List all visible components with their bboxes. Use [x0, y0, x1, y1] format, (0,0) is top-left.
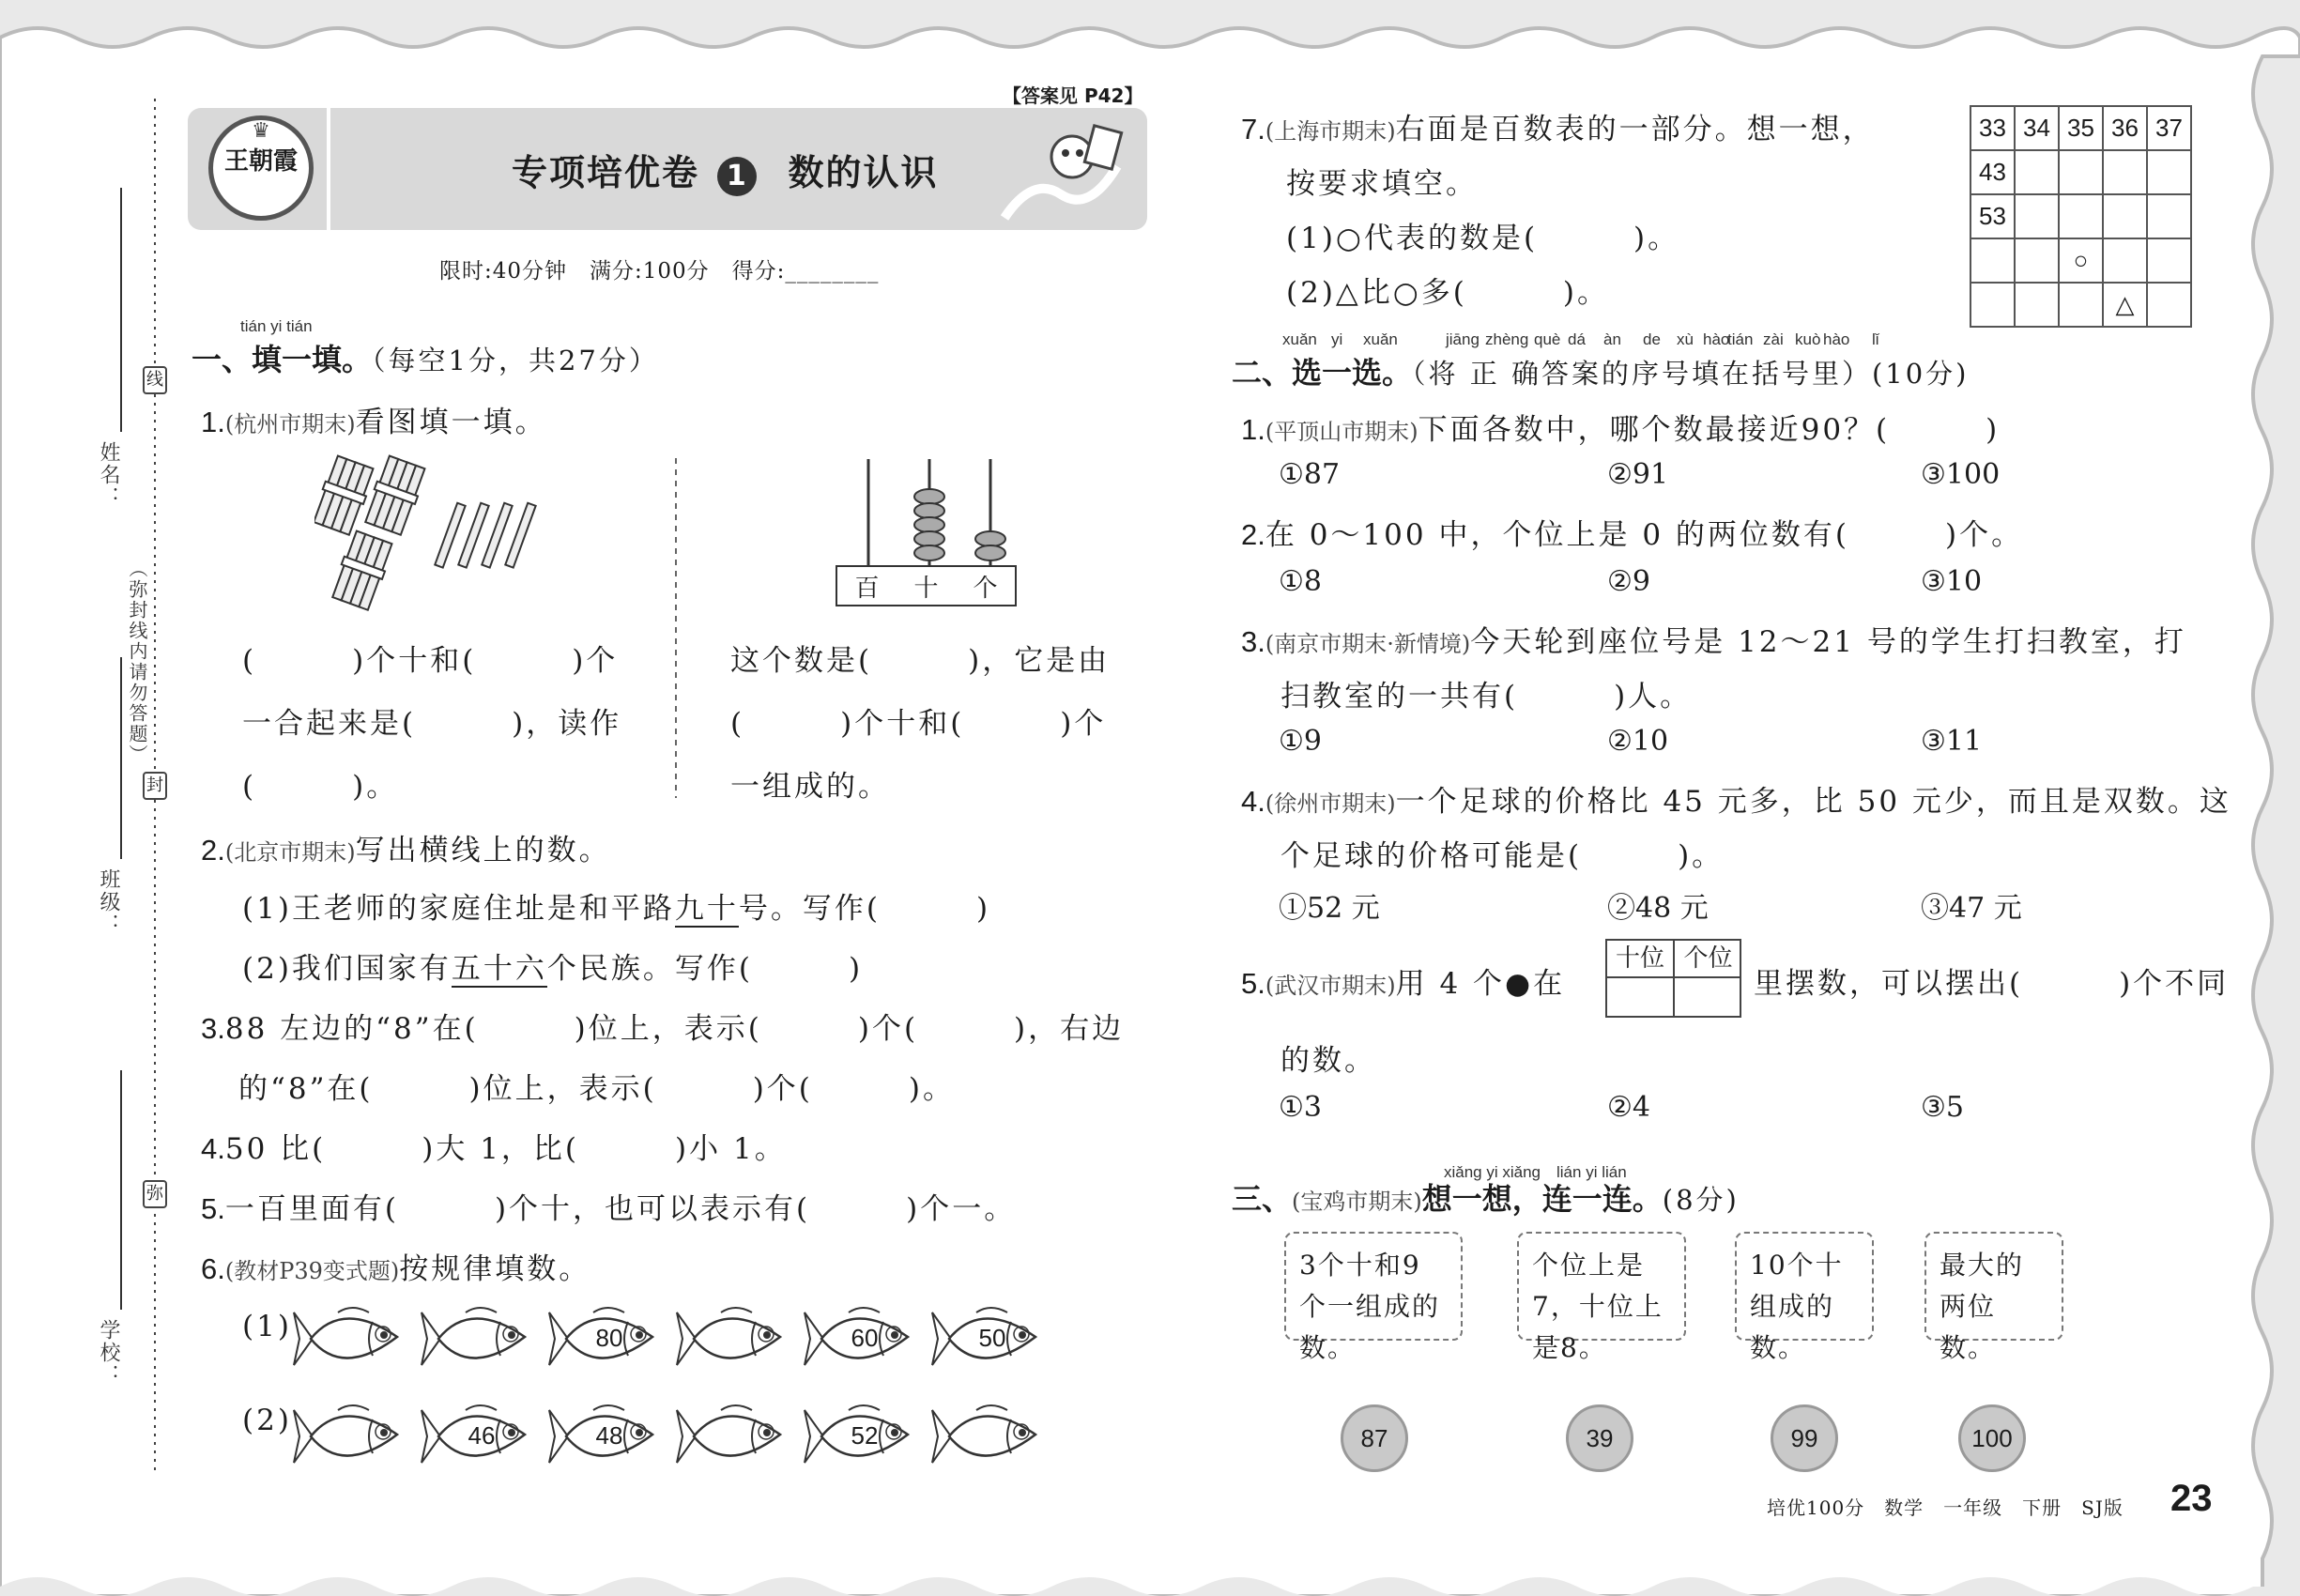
q3-text1: 88 左边的“8”在( )位上，表示( )个( )，右边	[224, 1012, 1125, 1046]
q2-text: 写出横线上的数。	[355, 834, 611, 867]
q7-line3[interactable]: (1)○代表的数是( )。	[1286, 222, 1680, 255]
header-banner	[188, 108, 1147, 230]
abacus-tens-label: 十	[913, 574, 939, 603]
match-num-2[interactable]: 39	[1566, 1404, 1633, 1472]
s2-q4-text1: 一个足球的价格比 45 元多，比 50 元少，而且是双数。这	[1395, 785, 2231, 819]
fish-row1-value-3: 80	[595, 1324, 623, 1352]
q2-source: (北京市期末)	[224, 839, 356, 866]
s2-q4-opt3[interactable]: ③47 元	[1921, 892, 2022, 925]
s2-q4-opt2[interactable]: ②48 元	[1607, 892, 1709, 925]
hundred-table-cell: 36	[2103, 106, 2147, 150]
fish-icon	[669, 1301, 791, 1376]
hundred-table-cell	[1970, 283, 2015, 327]
q5-text: 一百里面有( )个十，也可以表示有( )个一。	[224, 1192, 1017, 1226]
s2-pinyin-syllable: xù	[1677, 330, 1694, 348]
s2-pinyin	[1282, 330, 2033, 349]
s3-heading	[1232, 1175, 1740, 1219]
hundred-table-row	[1970, 238, 2191, 283]
fish-row2-value-5: 52	[851, 1421, 879, 1450]
s2-q1-opt1[interactable]: ①87	[1279, 458, 1341, 491]
s3-pinyin: xiǎng yi xiǎng lián yi lián	[1444, 1163, 1627, 1181]
fish-icon	[414, 1301, 536, 1376]
q1-right-line3: 一组成的。	[730, 770, 890, 804]
fish-row1-cell-2[interactable]	[414, 1301, 536, 1376]
title-topic: 数的认识	[788, 152, 939, 193]
s1-title: 一、填一填。	[192, 342, 373, 377]
q1-left-line1[interactable]: ( )个十和( )个	[242, 644, 619, 678]
q7-text1: 右面是百数表的一部分。想一想，	[1395, 113, 1875, 146]
s2-q3-source: (南京市期末·新情境)	[1265, 631, 1471, 657]
s2-q2-opt1[interactable]: ①8	[1279, 565, 1322, 598]
logo-badge	[208, 115, 314, 221]
abacus-base	[836, 565, 1017, 606]
fish-row2-cell-1[interactable]	[286, 1399, 408, 1474]
q2-stem	[201, 826, 611, 868]
s2-q5-stem	[1241, 959, 1565, 1002]
hundred-table-cell	[2015, 283, 2059, 327]
logo-text: 王朝霞	[223, 147, 298, 176]
hundred-table-cell: 33	[1970, 106, 2015, 150]
seal-class-field[interactable]	[90, 657, 128, 967]
s2-pinyin-syllable: què	[1534, 330, 1561, 348]
hundred-table-cell: △	[2103, 283, 2147, 327]
s2-pinyin-syllable: yi	[1331, 330, 1343, 348]
hundred-table-cell	[2147, 238, 2191, 283]
fish-row1-cell-4[interactable]	[669, 1301, 791, 1376]
s2-heading	[1232, 349, 1969, 392]
fish-row1-value-6: 50	[978, 1324, 1006, 1352]
s2-q4-text2[interactable]: 个足球的价格可能是( )。	[1280, 839, 1725, 873]
q2a-pre: (1)王老师的家庭住址是和平路	[242, 892, 675, 926]
q7-line1	[1241, 105, 1875, 147]
s2-q3-opt3[interactable]: ③11	[1921, 725, 1983, 758]
fish-row1-value-5: 60	[851, 1324, 879, 1352]
s2-q3-opt2[interactable]: ②10	[1607, 725, 1669, 758]
title-number-badge: 1	[717, 157, 757, 196]
q7-line4[interactable]: (2)△比○多( )。	[1286, 276, 1609, 310]
seal-note: （弥封线内请勿答题）	[126, 559, 148, 765]
q1-source: (杭州市期末)	[224, 411, 356, 437]
q4-number: 4.	[201, 1132, 225, 1165]
s2-q1-opt3[interactable]: ③100	[1921, 458, 2001, 491]
q6-stem	[201, 1245, 590, 1287]
hundred-table	[1970, 105, 2192, 328]
fish-row1-cell-3	[542, 1301, 664, 1376]
hundred-table-cell: 43	[1970, 150, 2015, 194]
q4-line[interactable]	[201, 1125, 787, 1167]
s2-q1-number: 1.	[1241, 413, 1265, 446]
q6-number: 6.	[201, 1252, 225, 1285]
s2-q3-text1: 今天轮到座位号是 12～21 号的学生打扫教室，打	[1470, 625, 2186, 659]
s2-pinyin-syllable: jiāng	[1446, 330, 1480, 348]
answer-ref: 【答案见 P42】	[1003, 84, 1143, 107]
s2-q5-opt3[interactable]: ③5	[1921, 1091, 1964, 1124]
exam-meta: 限时:40分钟 满分:100分 得分:________	[439, 259, 880, 284]
hundred-table-cell: 37	[2147, 106, 2191, 150]
q2b-post: 个民族。写作( )	[546, 952, 864, 986]
pv-tens-cell	[1607, 978, 1675, 1018]
q1-number: 1.	[201, 406, 225, 438]
q5-line[interactable]	[201, 1185, 1016, 1227]
s2-q2-number: 2.	[1241, 518, 1265, 551]
title-text: 专项培优卷	[512, 152, 700, 193]
place-value-box	[1605, 939, 1741, 1018]
page-title	[512, 144, 939, 196]
fish-row2-cell-5	[797, 1399, 919, 1474]
s2-pinyin-syllable: dá	[1568, 330, 1586, 348]
s2-q5-opt1[interactable]: ①3	[1279, 1091, 1322, 1124]
s2-pinyin-syllable: lǐ	[1872, 330, 1879, 348]
s2-pinyin-syllable: zhèng	[1485, 330, 1529, 348]
hundred-table-cell	[2103, 150, 2147, 194]
hundred-table-row	[1970, 283, 2191, 327]
q6-text: 按规律填数。	[399, 1252, 591, 1286]
pv-tens-label: 十位	[1607, 941, 1675, 978]
q1-text: 看图填一填。	[355, 406, 547, 439]
hundred-table-cell	[2059, 150, 2103, 194]
hundred-table-cell	[2147, 283, 2191, 327]
s2-pinyin-syllable: zài	[1763, 330, 1784, 348]
q5-number: 5.	[201, 1192, 225, 1225]
fish-icon	[925, 1399, 1047, 1474]
q2-number: 2.	[201, 834, 225, 867]
s2-pinyin-syllable: xuǎn	[1363, 330, 1398, 348]
s2-q1-opt2[interactable]: ②91	[1607, 458, 1669, 491]
q1-left-line3[interactable]: ( )。	[242, 770, 399, 804]
hundred-table-cell: 53	[1970, 194, 2015, 238]
seal-name-field[interactable]	[90, 188, 128, 516]
fish-row1-cell-5	[797, 1301, 919, 1376]
s2-q1-text[interactable]: 下面各数中，哪个数最接近90？( )	[1418, 413, 2001, 447]
q6-source: (教材P39变式题)	[224, 1258, 400, 1284]
s1-heading	[192, 336, 659, 379]
q3-line2[interactable]: 的“8”在( )位上，表示( )个( )。	[238, 1072, 955, 1106]
s2-q5-post[interactable]: 里摆数，可以摆出( )个不同	[1754, 967, 2230, 1001]
q2b-underlined: 五十六	[451, 952, 547, 986]
school-label: 学校：	[97, 1319, 120, 1387]
match-box-4[interactable]: 最大的两位数。	[1924, 1232, 2063, 1341]
hundred-table-row	[1970, 106, 2191, 150]
stick-bundles-figure	[314, 451, 549, 615]
match-num-4[interactable]: 100	[1958, 1404, 2026, 1472]
q1-left-line2[interactable]: 一合起来是( )，读作	[242, 707, 622, 741]
s1-score: （每空1分，共27分）	[372, 345, 659, 376]
q2-part-a[interactable]	[242, 884, 990, 927]
logo-crown-icon: ♛	[252, 119, 270, 143]
s2-pinyin-syllable: hào	[1703, 330, 1730, 348]
s1-pinyin: tián yi tián	[240, 317, 313, 335]
class-label: 班级：	[97, 868, 120, 936]
hundred-table-cell: ○	[2059, 238, 2103, 283]
q6-row2-label: (2)	[242, 1404, 292, 1437]
s2-q4-opt1[interactable]: ①52 元	[1279, 892, 1380, 925]
mascot-decoration-icon	[995, 119, 1127, 223]
q2a-underlined: 九十	[674, 892, 739, 926]
s2-title: 二、选一选。	[1232, 355, 1413, 391]
match-num-1[interactable]: 87	[1341, 1404, 1408, 1472]
s3-prefix: 三、	[1232, 1181, 1293, 1217]
q2a-post: 号。写作( )	[738, 892, 991, 926]
page-number: 23	[2170, 1478, 2213, 1519]
s2-q4-source: (徐州市期末)	[1265, 790, 1396, 817]
q1-right-line1[interactable]: 这个数是( )，它是由	[730, 644, 1111, 678]
s2-q4-number: 4.	[1241, 785, 1265, 818]
fish-row2-cell-4[interactable]	[669, 1399, 791, 1474]
s2-q5-source: (武汉市期末)	[1265, 973, 1396, 999]
hundred-table-cell	[2059, 194, 2103, 238]
fish-row2-cell-6[interactable]	[925, 1399, 1047, 1474]
s3-title: 想一想，连一连。	[1421, 1181, 1663, 1217]
s2-q5-opt2[interactable]: ②4	[1607, 1091, 1650, 1124]
fish-row-2	[286, 1399, 1047, 1474]
hundred-table-cell	[2015, 150, 2059, 194]
fish-icon	[669, 1399, 791, 1474]
s2-q3-stem	[1241, 618, 2186, 660]
q7-source: (上海市期末)	[1265, 118, 1396, 145]
match-box-3[interactable]: 10个十组成的数。	[1735, 1232, 1874, 1341]
s2-q2-stem	[1241, 511, 2023, 553]
hundred-table-cell	[2147, 194, 2191, 238]
fish-icon	[286, 1399, 408, 1474]
hundred-table-cell	[2015, 238, 2059, 283]
s2-q1-source: (平顶山市期末)	[1265, 419, 1418, 445]
s2-pinyin-syllable: xuǎn	[1282, 330, 1317, 348]
fish-row-1	[286, 1301, 1047, 1376]
seal-school-field[interactable]	[90, 1070, 128, 1399]
q2-part-b[interactable]	[242, 944, 863, 987]
abacus-hundreds-label: 百	[854, 574, 880, 603]
fish-row2-value-2: 46	[468, 1421, 496, 1450]
pv-ones-label: 个位	[1675, 941, 1741, 978]
s2-q1-stem	[1241, 406, 2000, 448]
hundred-table-cell	[2103, 238, 2147, 283]
s2-pinyin-syllable: hào	[1823, 330, 1850, 348]
hundred-table-cell	[2059, 283, 2103, 327]
s2-q4-stem	[1241, 777, 2231, 820]
s2-instruction: （将 正 确答案的序号填在括号里）(10分)	[1412, 358, 1970, 390]
q1-right-line2[interactable]: ( )个十和( )个	[730, 707, 1107, 741]
abacus-ones-label: 个	[973, 574, 998, 603]
q4-text: 50 比( )大 1，比( )小 1。	[224, 1132, 787, 1166]
stamp-mi: 弥	[143, 1180, 167, 1208]
class-line	[120, 657, 122, 859]
q2b-pre: (2)我们国家有	[242, 952, 452, 986]
name-label: 姓名：	[97, 441, 120, 509]
s2-q2-opt3[interactable]: ③10	[1921, 565, 1983, 598]
match-num-3[interactable]: 99	[1771, 1404, 1838, 1472]
s3-score: (8分)	[1662, 1184, 1740, 1216]
hundred-table-cell	[2147, 150, 2191, 194]
stamp-xian: 线	[143, 366, 167, 394]
hundred-table-cell	[2103, 194, 2147, 238]
q3-line1[interactable]	[201, 1005, 1124, 1047]
q1-stem	[201, 398, 547, 440]
s3-source: (宝鸡市期末)	[1292, 1189, 1422, 1215]
hundred-table-row	[1970, 194, 2191, 238]
s2-q5-pre: 用 4 个●在	[1395, 967, 1566, 1001]
fish-icon	[286, 1301, 408, 1376]
fish-row2-cell-3	[542, 1399, 664, 1474]
abacus-figure	[836, 454, 1023, 609]
s2-pinyin-syllable: de	[1643, 330, 1661, 348]
q6-row1-label: (1)	[242, 1310, 292, 1343]
footer-text: 培优100分 数学 一年级 下册 SJ版	[1767, 1496, 2124, 1519]
name-line	[120, 188, 122, 432]
fish-row1-cell-1[interactable]	[286, 1301, 408, 1376]
logo-divider	[327, 108, 330, 230]
hundred-table-cell: 34	[2015, 106, 2059, 150]
fish-row2-value-3: 48	[595, 1421, 623, 1450]
s2-q5-number: 5.	[1241, 967, 1265, 1000]
school-line	[120, 1070, 122, 1310]
s2-q2-text[interactable]: 在 0～100 中，个位上是 0 的两位数有( )个。	[1265, 518, 2024, 552]
q7-number: 7.	[1241, 113, 1265, 146]
hundred-table-cell	[1970, 238, 2015, 283]
s2-q3-text2[interactable]: 扫教室的一共有( )人。	[1280, 680, 1693, 714]
hundred-table-cell: 35	[2059, 106, 2103, 150]
fish-row2-cell-2	[414, 1399, 536, 1474]
stamp-feng: 封	[143, 772, 167, 800]
q7-line2: 按要求填空。	[1286, 167, 1478, 201]
q3-number: 3.	[201, 1012, 225, 1045]
s2-q3-opt1[interactable]: ①9	[1279, 725, 1322, 758]
s2-q2-opt2[interactable]: ②9	[1607, 565, 1650, 598]
match-box-2[interactable]: 个位上是7，十位上是8。	[1517, 1232, 1686, 1341]
s2-pinyin-syllable: kuò	[1795, 330, 1821, 348]
match-box-1[interactable]: 3个十和9个一组成的数。	[1284, 1232, 1463, 1341]
s2-pinyin-syllable: àn	[1603, 330, 1621, 348]
s2-q5-text2: 的数。	[1280, 1044, 1376, 1078]
fish-row1-cell-6	[925, 1301, 1047, 1376]
hundred-table-row	[1970, 150, 2191, 194]
s2-q3-number: 3.	[1241, 625, 1265, 658]
s2-pinyin-syllable: tián	[1727, 330, 1754, 348]
hundred-table-cell	[2015, 194, 2059, 238]
